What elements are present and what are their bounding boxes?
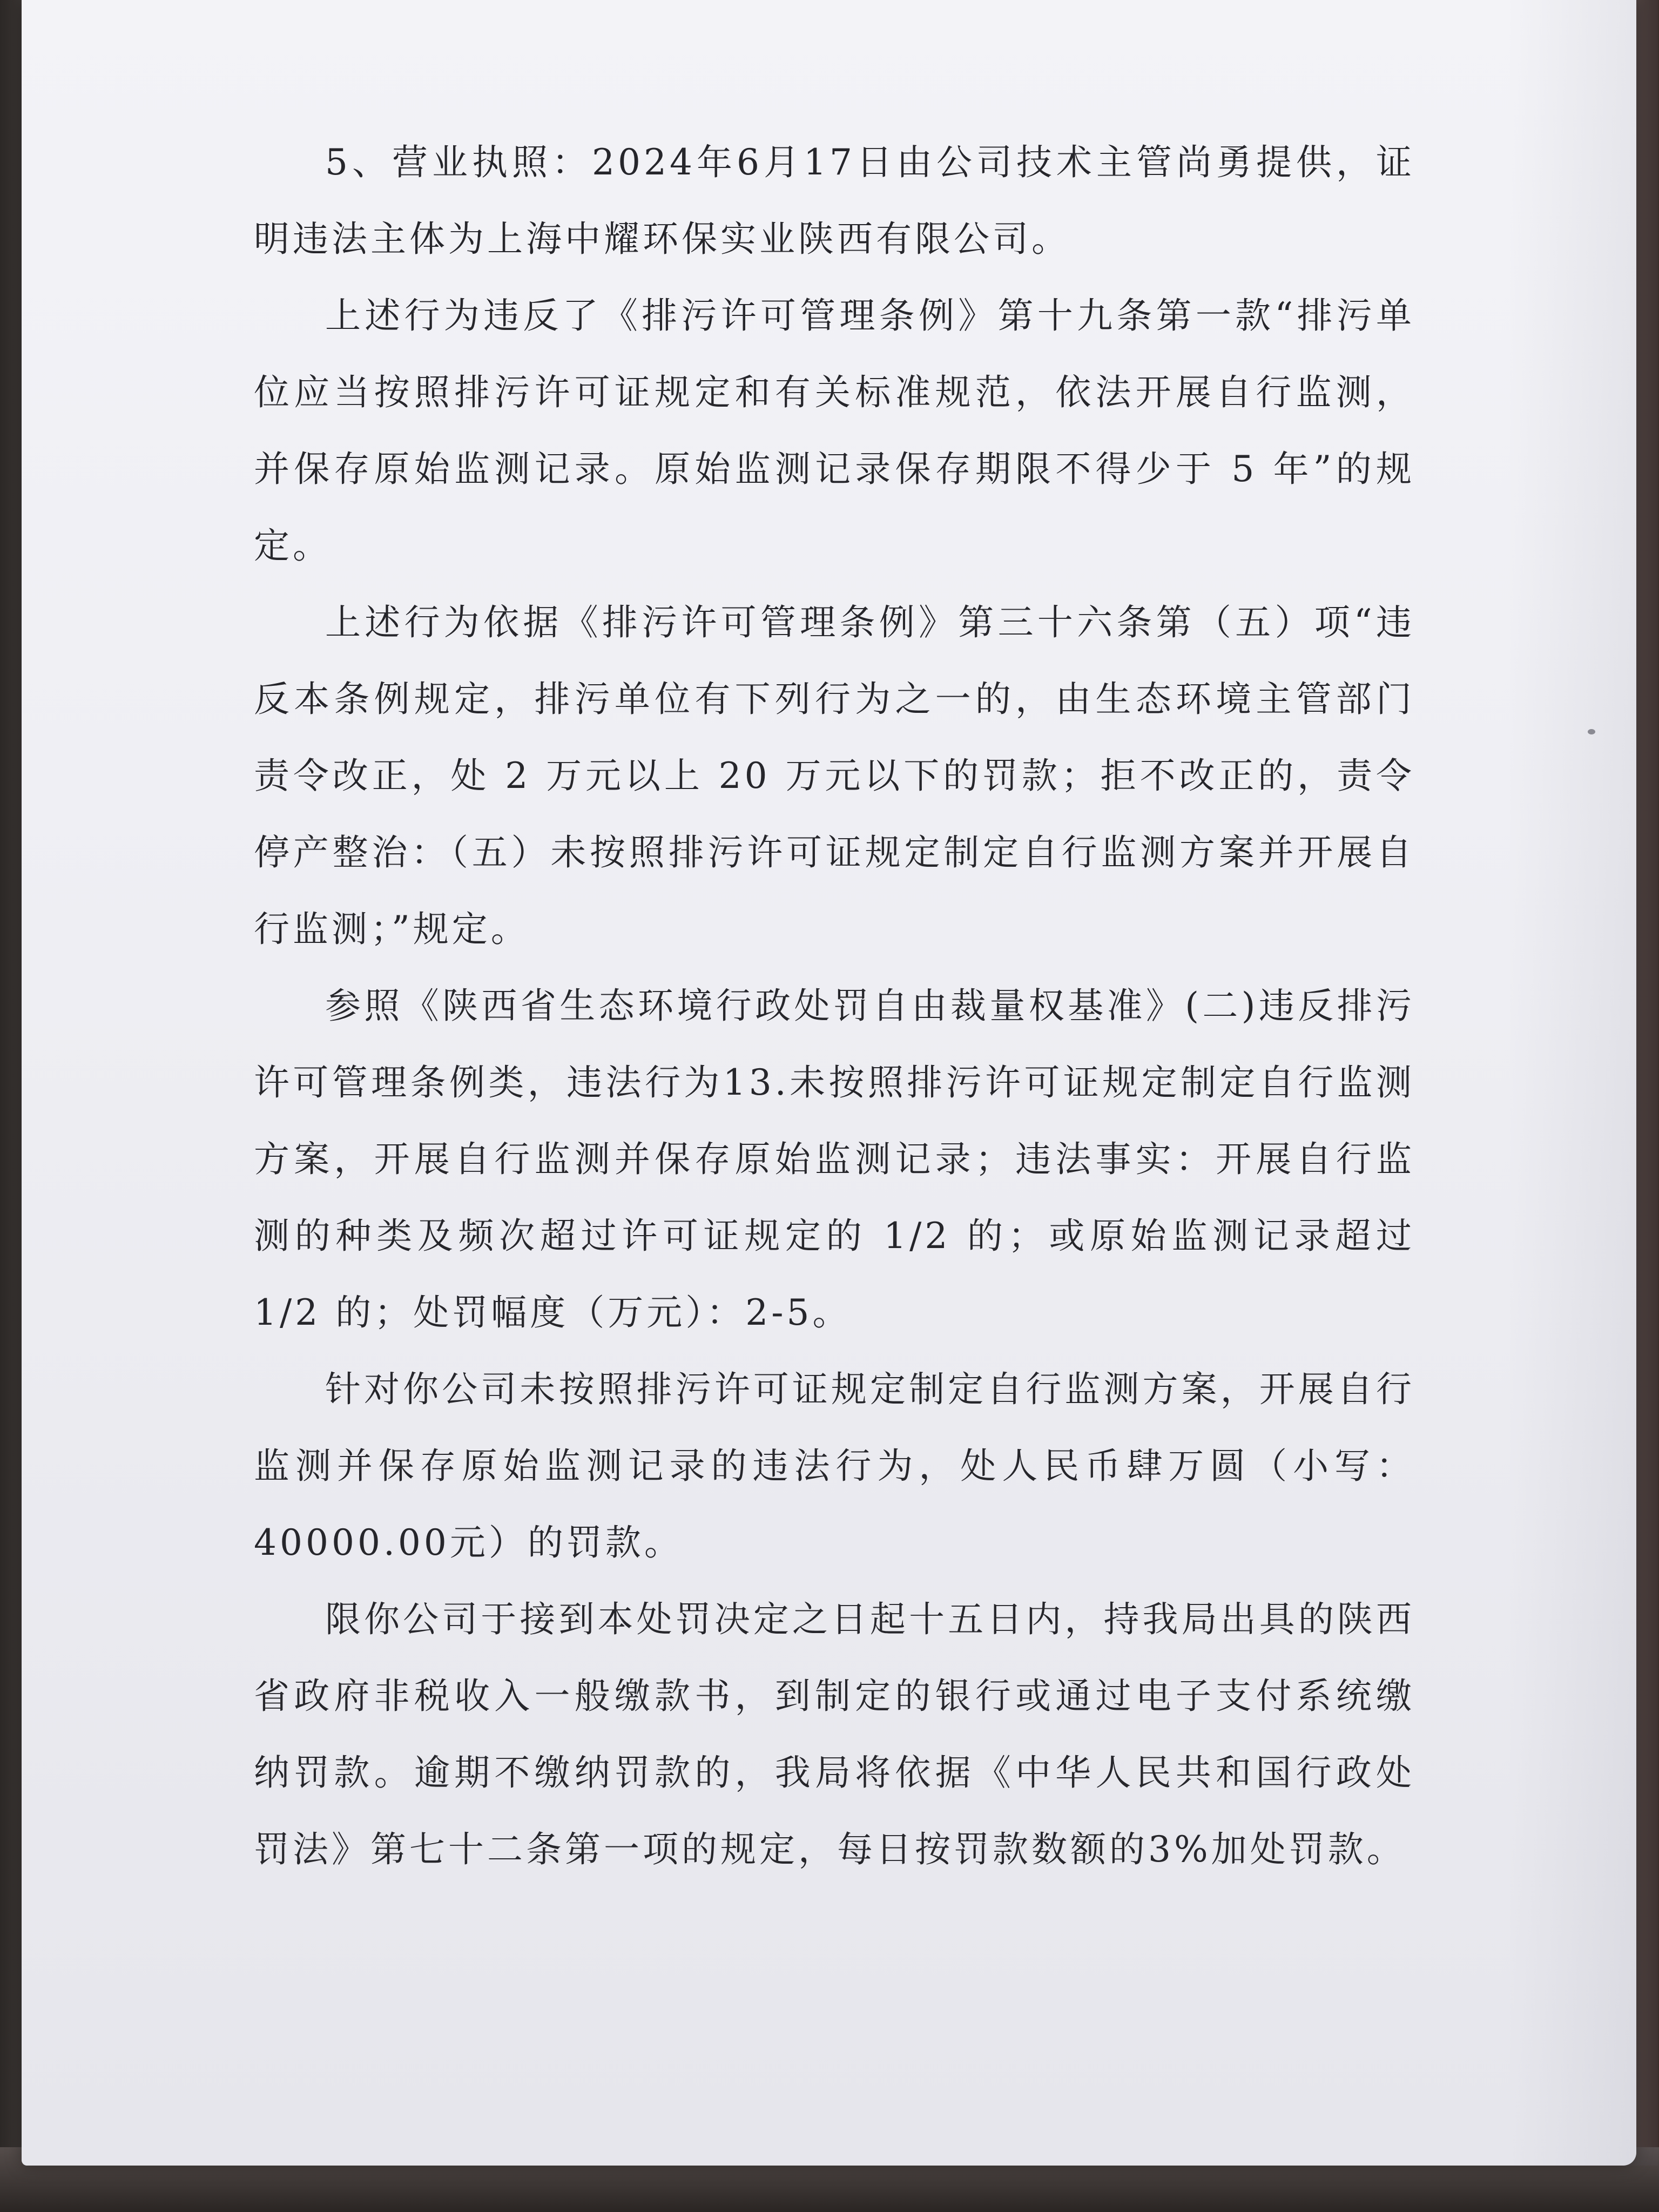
paper-speck — [1588, 729, 1595, 734]
paragraph-violation-article-19: 上述行为违反了《排污许可管理条例》第十九条第一款“排污单位应当按照排污许可证规定和有关标准规范，依法开展自行监测，并保存原始监测记录。原始监测记录保存期限不得少于 5 年”的规定。 — [254, 295, 1415, 567]
page-shadow — [1507, 0, 1658, 2166]
paragraph-business-license: 5、营业执照：2024年6月17日由公司技术主管尚勇提供，证明违法主体为上海中耀环保实业陕西有限公司。 — [254, 141, 1415, 260]
paragraph-payment-deadline: 限你公司于接到本处罚决定之日起十五日内，持我局出具的陕西省政府非税收入一般缴款书，到制定的银行或通过电子支付系统缴纳罚款。逾期不缴纳罚款的，我局将依据《中华人民共和国行政处罚法》第七十二条第一项的规定，每日按罚款数额的3%加处罚款。 — [254, 1599, 1415, 1870]
document-body — [254, 124, 1415, 1888]
paragraph-basis-article-36: 上述行为依据《排污许可管理条例》第三十六条第（五）项“违反本条例规定，排污单位有下列行为之一的，由生态环境主管部门责令改正，处 2 万元以上 20 万元以下的罚款；拒不改正的，责令停产整治：（五）未按照排污许可证规定制定自行监测方案并开展自行监测；”规定。 — [254, 602, 1415, 950]
paragraph-penalty-amount: 针对你公司未按照排污许可证规定制定自行监测方案，开展自行监测并保存原始监测记录的违法行为，处人民币肆万圆（小写：40000.00元）的罚款。 — [254, 1368, 1415, 1563]
paragraph-discretion-standard: 参照《陕西省生态环境行政处罚自由裁量权基准》(二)违反排污许可管理条例类，违法行为13.未按照排污许可证规定制定自行监测方案，开展自行监测并保存原始监测记录；违法事实：开展自行监测的种类及频次超过许可证规定的 1/2 的；或原始监测记录超过 1/2 的；处罚幅度（万元）：2-5。 — [254, 985, 1415, 1333]
